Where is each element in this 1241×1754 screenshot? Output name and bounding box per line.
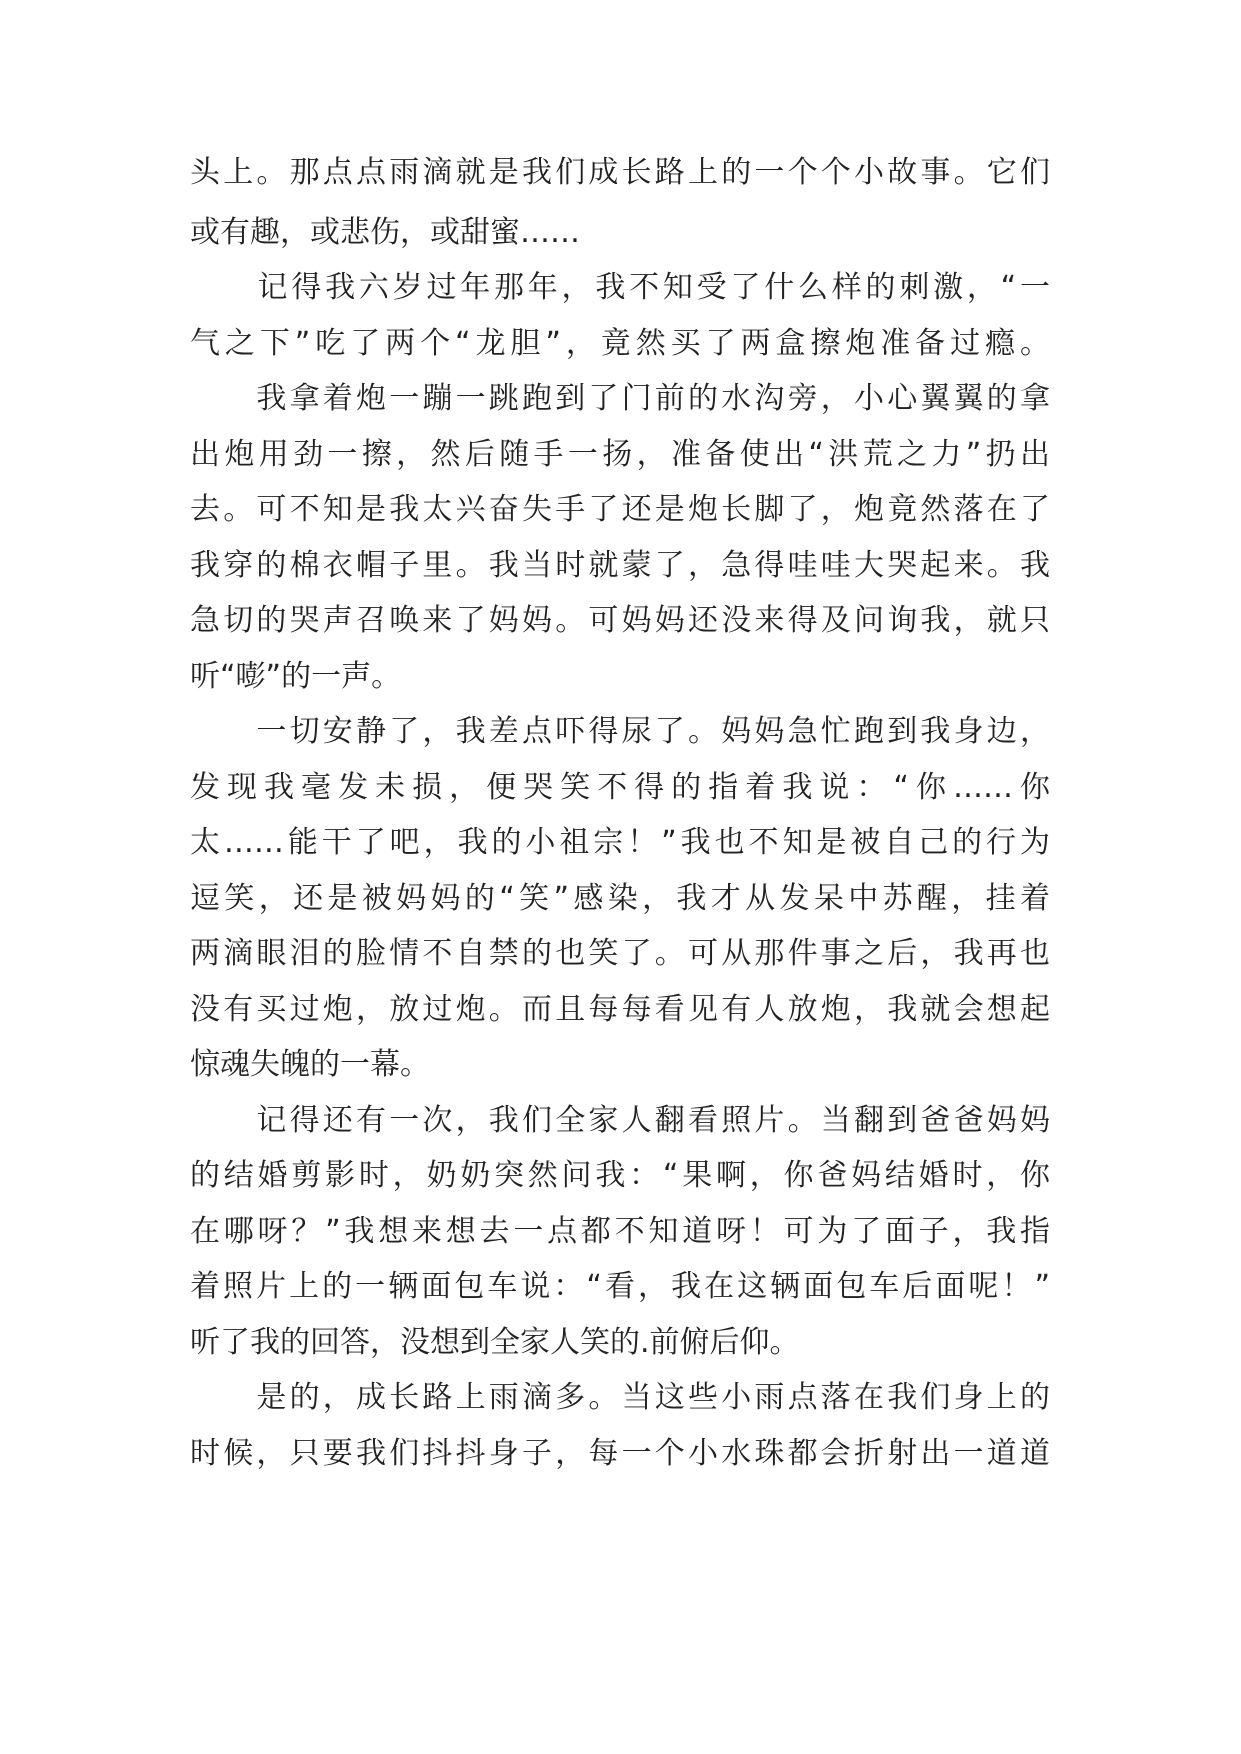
text-line: 着照片上的一辆面包车说：“看，我在这辆面包车后面呢！”	[190, 1269, 1050, 1304]
text-line: 逗笑，还是被妈妈的“笑”感染，我才从发呆中苏醒，挂着	[190, 881, 1050, 916]
text-line: 没有买过炮，放过炮。而且每每看见有人放炮，我就会想起	[190, 992, 1050, 1027]
text-line: 去。可不知是我太兴奋失手了还是炮长脚了，炮竟然落在了	[190, 492, 1050, 527]
text-line: 急切的哭声召唤来了妈妈。可妈妈还没来得及问询我，就只	[190, 603, 1050, 638]
text-line: 两滴眼泪的脸情不自禁的也笑了。可从那件事之后，我再也	[190, 936, 1050, 971]
text-line: 听“嘭”的一声。	[190, 659, 402, 694]
text-line: 时候，只要我们抖抖身子，每一个小水珠都会折射出一道道	[190, 1436, 1050, 1471]
text-line: 在哪呀？”我想来想去一点都不知道呀！可为了面子，我指	[190, 1214, 1050, 1249]
text-line: 头上。那点点雨滴就是我们成长路上的一个个小故事。它们	[190, 155, 1050, 190]
text-line: 听了我的回答，没想到全家人笑的.前俯后仰。	[190, 1325, 800, 1360]
text-line: 惊魂失魄的一幕。	[190, 1047, 430, 1082]
text-line: 气之下”吃了两个“龙胆”，竟然买了两盒擦炮准备过瘾。	[190, 326, 1050, 361]
text-line: 或有趣，或悲伤，或甜蜜……	[190, 215, 580, 250]
text-line: 太……能干了吧，我的小祖宗！”我也不知是被自己的行为	[190, 825, 1050, 860]
text-line: 发现我毫发未损，便哭笑不得的指着我说：“你……你	[190, 770, 1050, 805]
text-line: 我拿着炮一蹦一跳跑到了门前的水沟旁，小心翼翼的拿	[190, 381, 1050, 416]
text-line: 是的，成长路上雨滴多。当这些小雨点落在我们身上的	[190, 1380, 1050, 1415]
text-line: 的结婚剪影时，奶奶突然问我：“果啊，你爸妈结婚时，你	[190, 1158, 1050, 1193]
text-line: 记得还有一次，我们全家人翻看照片。当翻到爸爸妈妈	[190, 1103, 1050, 1138]
text-line: 一切安静了，我差点吓得尿了。妈妈急忙跑到我身边，	[190, 714, 1050, 749]
text-line: 我穿的棉衣帽子里。我当时就蒙了，急得哇哇大哭起来。我	[190, 548, 1050, 583]
text-line: 出炮用劲一擦，然后随手一扬，准备使出“洪荒之力”扔出	[190, 437, 1050, 472]
text-line: 记得我六岁过年那年，我不知受了什么样的刺激，“一	[190, 270, 1050, 305]
